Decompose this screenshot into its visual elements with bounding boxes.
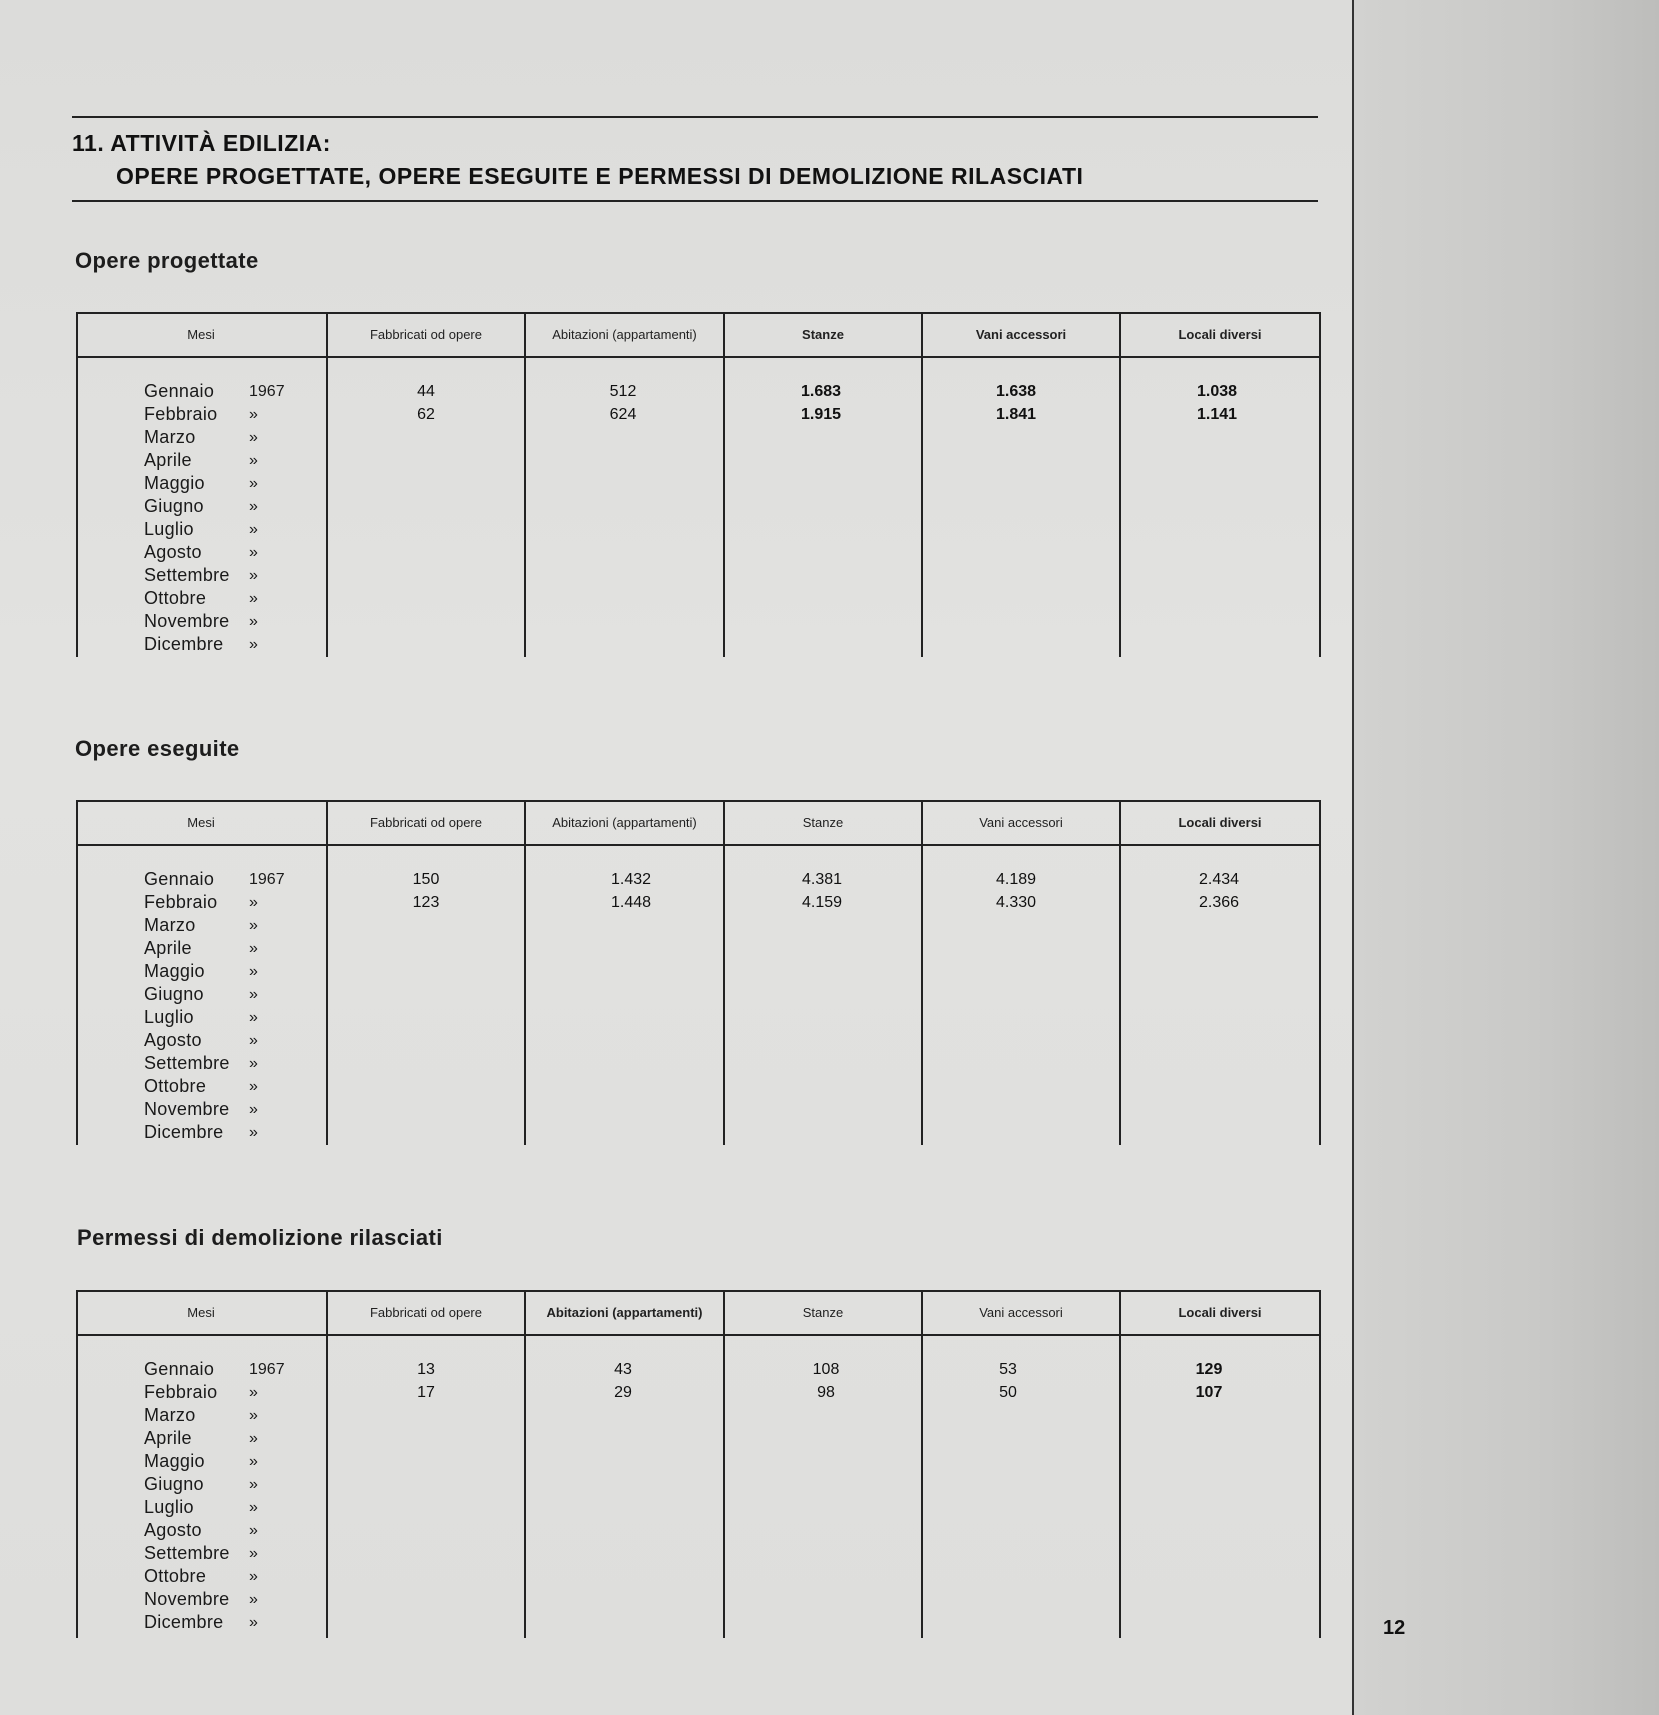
column-divider: [1119, 1290, 1121, 1638]
month-name: Aprile: [144, 450, 192, 470]
month-year-mark: »: [249, 1078, 258, 1095]
document-subtitle: OPERE PROGETTATE, OPERE ESEGUITE E PERMESSI DI DEMOLIZIONE RILASCIATI: [116, 163, 1084, 189]
cell-abitazioni: 512: [609, 383, 637, 400]
month-name: Giugno: [144, 1474, 204, 1494]
table-opere-eseguite: [76, 800, 1321, 1145]
column-divider: [524, 1290, 526, 1638]
cell-locali: 1.038: [1196, 383, 1238, 400]
column-divider: [723, 312, 725, 657]
cell-stanze: 4.381: [801, 871, 843, 888]
month-name: Agosto: [144, 1520, 202, 1540]
cell-locali: 1.141: [1196, 406, 1238, 423]
month-name: Dicembre: [144, 1122, 224, 1142]
month-row: [144, 1029, 309, 1052]
page-fold-line: [1352, 0, 1354, 1715]
month-year-mark: »: [249, 894, 258, 911]
table-header-rule: [76, 356, 1321, 358]
month-name: Settembre: [144, 565, 230, 585]
month-list: [144, 1358, 309, 1634]
cell-stanze: 4.159: [801, 894, 843, 911]
month-year-mark: »: [249, 940, 258, 957]
month-row: [144, 426, 309, 449]
month-row: [144, 1358, 309, 1381]
month-name: Febbraio: [144, 404, 218, 424]
month-row: [144, 1542, 309, 1565]
month-year-mark: »: [249, 1055, 258, 1072]
title-top-rule: [72, 116, 1318, 118]
month-name: Ottobre: [144, 1566, 207, 1586]
month-year-mark: »: [249, 452, 258, 469]
cell-vani: 4.330: [995, 894, 1037, 911]
month-row: [144, 1519, 309, 1542]
month-row: [144, 868, 309, 891]
column-divider: [1119, 800, 1121, 1145]
month-row: [144, 495, 309, 518]
month-year-mark: »: [249, 1453, 258, 1470]
column-header-stanze: Stanze: [802, 1305, 844, 1320]
cell-stanze: 98: [817, 1384, 835, 1401]
month-name: Luglio: [144, 1497, 194, 1517]
column-divider: [1119, 312, 1121, 657]
month-row: [144, 1121, 309, 1144]
month-year-mark: 1967: [249, 871, 285, 888]
month-row: [144, 633, 309, 656]
table-border-left: [76, 312, 78, 657]
month-name: Settembre: [144, 1053, 230, 1073]
month-row: [144, 1052, 309, 1075]
month-row: [144, 1006, 309, 1029]
month-name: Ottobre: [144, 1076, 207, 1096]
cell-stanze: 108: [812, 1361, 840, 1378]
month-year-mark: »: [249, 475, 258, 492]
column-divider: [326, 1290, 328, 1638]
month-name: Gennaio: [144, 381, 215, 401]
table-border-left: [76, 1290, 78, 1638]
month-name: Marzo: [144, 915, 196, 935]
month-name: Dicembre: [144, 1612, 224, 1632]
month-row: [144, 1450, 309, 1473]
month-year-mark: »: [249, 406, 258, 423]
cell-stanze: 1.683: [800, 383, 842, 400]
month-year-mark: »: [249, 1614, 258, 1631]
cell-stanze: 1.915: [800, 406, 842, 423]
column-header-fabbricati: Fabbricati od opere: [369, 1305, 482, 1320]
cell-locali: 107: [1195, 1384, 1223, 1401]
month-year-mark: »: [249, 636, 258, 653]
month-year-mark: »: [249, 1522, 258, 1539]
month-row: [144, 518, 309, 541]
column-header-locali: Locali diversi: [1178, 327, 1262, 342]
cell-fabbricati: 150: [412, 871, 440, 888]
month-name: Marzo: [144, 427, 196, 447]
month-year-mark: »: [249, 429, 258, 446]
column-header-mesi: Mesi: [187, 327, 215, 342]
cell-fabbricati: 13: [417, 1361, 435, 1378]
month-year-mark: »: [249, 590, 258, 607]
cell-abitazioni: 624: [609, 406, 637, 423]
month-year-mark: »: [249, 1101, 258, 1118]
page-number: 12: [1383, 1617, 1406, 1639]
month-row: [144, 1075, 309, 1098]
month-year-mark: »: [249, 963, 258, 980]
month-year-mark: »: [249, 521, 258, 538]
column-divider: [326, 312, 328, 657]
column-header-abitazioni: Abitazioni (appartamenti): [552, 327, 697, 342]
month-year-mark: »: [249, 1009, 258, 1026]
cell-fabbricati: 62: [417, 406, 435, 423]
column-divider: [921, 800, 923, 1145]
month-year-mark: »: [249, 917, 258, 934]
month-name: Gennaio: [144, 1359, 215, 1379]
month-year-mark: »: [249, 498, 258, 515]
month-row: [144, 891, 309, 914]
table-border-right: [1319, 800, 1321, 1145]
month-row: [144, 1496, 309, 1519]
month-row: [144, 1473, 309, 1496]
column-header-mesi: Mesi: [187, 815, 215, 830]
month-name: Dicembre: [144, 634, 224, 654]
table-top-rule: [76, 1290, 1321, 1292]
month-year-mark: »: [249, 567, 258, 584]
cell-abitazioni: 29: [614, 1384, 632, 1401]
month-name: Marzo: [144, 1405, 196, 1425]
column-divider: [524, 312, 526, 657]
month-name: Agosto: [144, 1030, 202, 1050]
month-list: [144, 380, 309, 656]
month-year-mark: »: [249, 1124, 258, 1141]
cell-abitazioni: 43: [614, 1361, 632, 1378]
column-divider: [326, 800, 328, 1145]
month-year-mark: »: [249, 1476, 258, 1493]
month-row: [144, 983, 309, 1006]
month-row: [144, 587, 309, 610]
month-year-mark: »: [249, 1568, 258, 1585]
month-name: Maggio: [144, 1451, 205, 1471]
month-row: [144, 1381, 309, 1404]
column-header-stanze: Stanze: [802, 327, 844, 342]
column-divider: [524, 800, 526, 1145]
month-name: Agosto: [144, 542, 202, 562]
cell-vani: 53: [999, 1361, 1017, 1378]
month-name: Febbraio: [144, 892, 218, 912]
column-header-fabbricati: Fabbricati od opere: [369, 327, 482, 342]
month-name: Aprile: [144, 938, 192, 958]
column-header-fabbricati: Fabbricati od opere: [369, 815, 482, 830]
section-title-opere-eseguite: Opere eseguite: [75, 736, 240, 761]
month-row: [144, 541, 309, 564]
cell-vani: 50: [999, 1384, 1017, 1401]
month-name: Luglio: [144, 519, 194, 539]
title-bottom-rule: [72, 200, 1318, 202]
month-row: [144, 914, 309, 937]
document-title: 11. ATTIVITÀ EDILIZIA:: [72, 130, 331, 156]
month-year-mark: »: [249, 986, 258, 1003]
cell-fabbricati: 44: [417, 383, 435, 400]
column-header-vani: Vani accessori: [979, 1305, 1063, 1320]
month-name: Gennaio: [144, 869, 215, 889]
section-title-opere-progettate: Opere progettate: [75, 248, 259, 273]
column-divider: [723, 1290, 725, 1638]
column-divider: [921, 312, 923, 657]
month-row: [144, 610, 309, 633]
month-row: [144, 403, 309, 426]
month-name: Luglio: [144, 1007, 194, 1027]
month-row: [144, 1565, 309, 1588]
cell-vani: 4.189: [995, 871, 1037, 888]
month-year-mark: »: [249, 613, 258, 630]
column-divider: [921, 1290, 923, 1638]
column-header-vani: Vani accessori: [975, 327, 1067, 342]
section-title-permessi-demolizione: Permessi di demolizione rilasciati: [77, 1225, 443, 1250]
column-header-locali: Locali diversi: [1178, 1305, 1262, 1320]
month-year-mark: 1967: [249, 1361, 285, 1378]
month-name: Ottobre: [144, 588, 207, 608]
cell-vani: 1.841: [995, 406, 1037, 423]
column-header-mesi: Mesi: [187, 1305, 215, 1320]
month-name: Novembre: [144, 1099, 230, 1119]
table-top-rule: [76, 312, 1321, 314]
month-name: Aprile: [144, 1428, 192, 1448]
column-header-locali: Locali diversi: [1178, 815, 1262, 830]
table-opere-progettate: [76, 312, 1321, 657]
table-permessi-demolizione: [76, 1290, 1321, 1638]
month-year-mark: 1967: [249, 383, 285, 400]
month-name: Giugno: [144, 984, 204, 1004]
cell-locali: 2.366: [1198, 894, 1240, 911]
facing-page-edge: [1352, 0, 1659, 1715]
month-row: [144, 472, 309, 495]
month-row: [144, 380, 309, 403]
month-row: [144, 1098, 309, 1121]
cell-fabbricati: 17: [417, 1384, 435, 1401]
column-divider: [723, 800, 725, 1145]
table-top-rule: [76, 800, 1321, 802]
month-year-mark: »: [249, 1407, 258, 1424]
month-row: [144, 1588, 309, 1611]
cell-abitazioni: 1.448: [610, 894, 652, 911]
month-year-mark: »: [249, 544, 258, 561]
month-year-mark: »: [249, 1032, 258, 1049]
month-year-mark: »: [249, 1499, 258, 1516]
month-name: Novembre: [144, 1589, 230, 1609]
month-name: Giugno: [144, 496, 204, 516]
month-year-mark: »: [249, 1430, 258, 1447]
table-header-rule: [76, 1334, 1321, 1336]
month-row: [144, 960, 309, 983]
month-row: [144, 1427, 309, 1450]
month-row: [144, 449, 309, 472]
month-name: Febbraio: [144, 1382, 218, 1402]
month-name: Novembre: [144, 611, 230, 631]
month-year-mark: »: [249, 1384, 258, 1401]
month-list: [144, 868, 309, 1144]
cell-locali: 129: [1195, 1361, 1223, 1378]
column-header-abitazioni: Abitazioni (appartamenti): [552, 815, 697, 830]
column-header-stanze: Stanze: [802, 815, 844, 830]
month-year-mark: »: [249, 1545, 258, 1562]
cell-locali: 2.434: [1198, 871, 1240, 888]
month-row: [144, 1404, 309, 1427]
table-border-left: [76, 800, 78, 1145]
cell-vani: 1.638: [995, 383, 1037, 400]
month-name: Settembre: [144, 1543, 230, 1563]
column-header-vani: Vani accessori: [979, 815, 1063, 830]
month-name: Maggio: [144, 473, 205, 493]
table-header-rule: [76, 844, 1321, 846]
month-row: [144, 937, 309, 960]
column-header-abitazioni: Abitazioni (appartamenti): [546, 1305, 703, 1320]
table-border-right: [1319, 312, 1321, 657]
month-row: [144, 564, 309, 587]
table-border-right: [1319, 1290, 1321, 1638]
cell-abitazioni: 1.432: [610, 871, 652, 888]
cell-fabbricati: 123: [412, 894, 440, 911]
month-row: [144, 1611, 309, 1634]
month-name: Maggio: [144, 961, 205, 981]
month-year-mark: »: [249, 1591, 258, 1608]
